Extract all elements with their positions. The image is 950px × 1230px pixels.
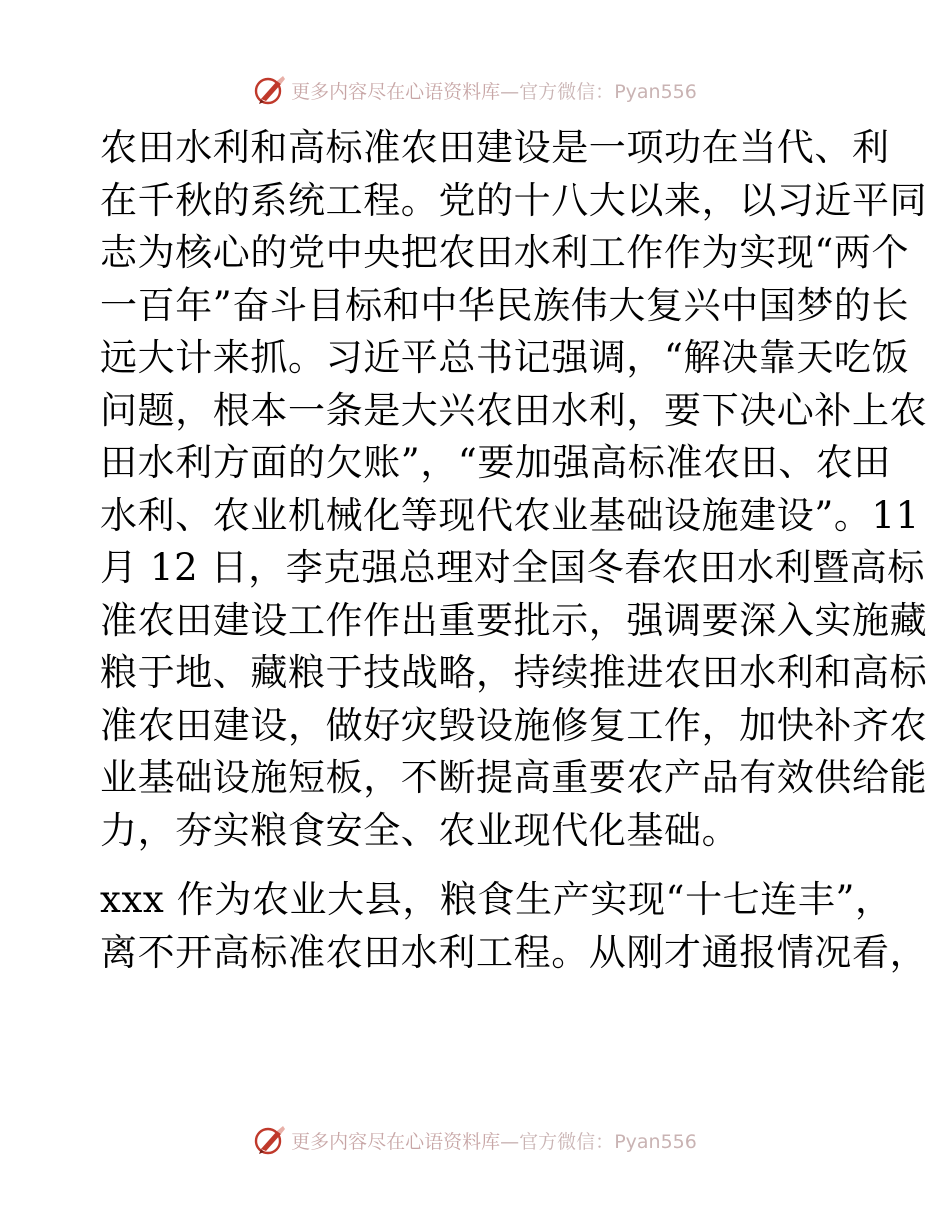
watermark-suffix-text: 官方微信： xyxy=(519,1130,615,1153)
text-line: 粮于地、藏粮于技战略，持续推进农田水利和高标 xyxy=(100,651,928,694)
text-line: 业基础设施短板，不断提高重要农产品有效供给能 xyxy=(100,756,928,799)
text-line: 准农田建设，做好灾毁设施修复工作，加快补齐农 xyxy=(100,703,928,747)
header-watermark xyxy=(0,70,950,110)
footer-watermark xyxy=(0,1120,950,1160)
watermark-suffix-text: 官方微信： xyxy=(519,80,615,103)
paragraph-2 xyxy=(100,874,928,979)
watermark-main-text: 更多内容尽在心语资料库 xyxy=(291,1130,501,1153)
text-line: 志为核心的党中央把农田水利工作作为实现“两个 xyxy=(100,231,910,274)
text-line: 准农田建设工作作出重要批示，强调要深入实施藏 xyxy=(100,598,928,642)
paragraph-1 xyxy=(100,122,928,857)
text-line: 月 12 日，李克强总理对全国冬春农田水利暨高标 xyxy=(100,546,926,589)
text-line: 在千秋的系统工程。党的十八大以来，以习近平同 xyxy=(100,178,928,222)
watermark-account: Pyan556 xyxy=(614,1130,697,1153)
text-line: 一百年”奋斗目标和中华民族伟大复兴中国梦的长 xyxy=(100,283,910,327)
watermark-text xyxy=(291,77,697,104)
text-line: xxx 作为农业大县，粮食生产实现“十七连丰”， xyxy=(100,878,893,921)
watermark-separator: — xyxy=(500,80,520,103)
text-line: 远大计来抓。习近平总书记强调，“解决靠天吃饭 xyxy=(100,336,910,379)
watermark-account: Pyan556 xyxy=(614,80,697,103)
pen-logo-icon xyxy=(253,73,287,107)
text-line: 离不开高标准农田水利工程。从刚才通报情况看， xyxy=(100,930,928,974)
watermark-separator: — xyxy=(500,1130,520,1153)
text-line: 田水利方面的欠账”，“要加强高标准农田、农田 xyxy=(100,441,892,484)
text-line: 问题，根本一条是大兴农田水利，要下决心补上农 xyxy=(100,388,928,432)
text-line: 水利、农业机械化等现代农业基础设施建设”。11 xyxy=(100,493,920,537)
text-line: 力，夯实粮食安全、农业现代化基础。 xyxy=(100,808,740,852)
watermark-main-text: 更多内容尽在心语资料库 xyxy=(291,80,501,103)
watermark-text xyxy=(291,1127,697,1154)
text-line: 农田水利和高标准农田建设是一项功在当代、利 xyxy=(100,126,890,169)
pen-logo-icon xyxy=(253,1123,287,1157)
document-body xyxy=(100,122,928,979)
